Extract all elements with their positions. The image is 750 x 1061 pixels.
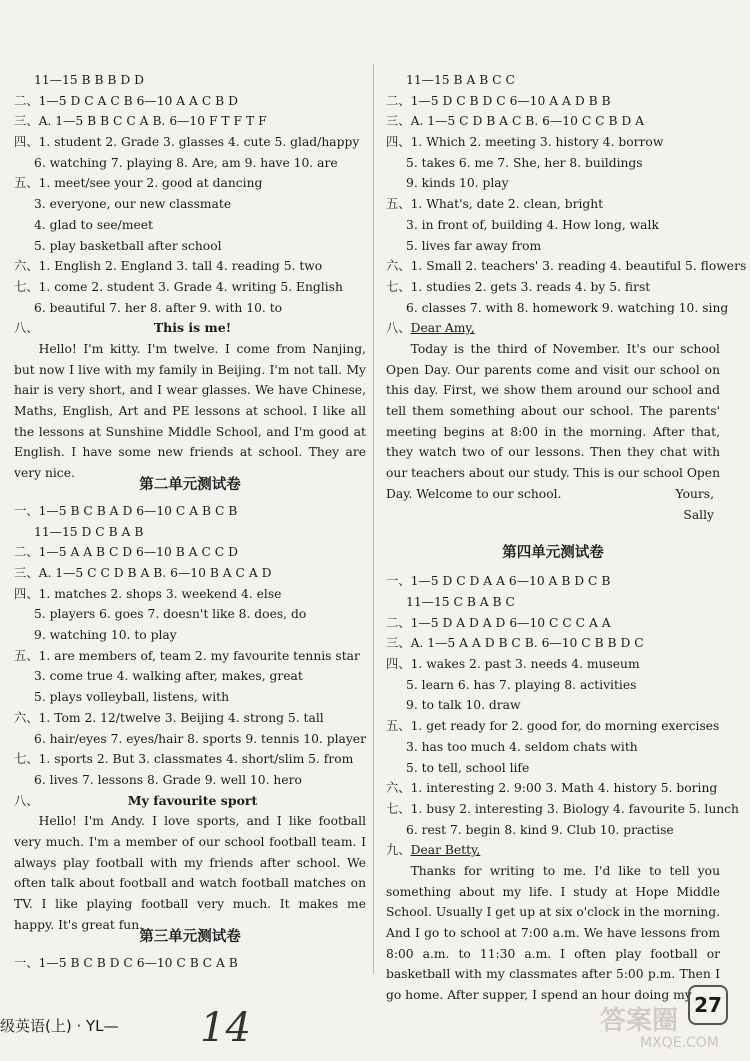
answer-line: 三、A. 1—5 C D B A C B. 6—10 C C B D A — [386, 114, 645, 129]
answer-line: 二、1—5 D A D A D 6—10 C C C A A — [386, 615, 611, 630]
letter1-closing: Yours, — [675, 486, 714, 501]
left-column — [14, 70, 366, 974]
unit2-title: 第二单元测试卷 — [139, 476, 241, 493]
answer-line: 七、1. busy 2. interesting 3. Biology 4. favourite 5. lunch — [386, 801, 739, 816]
answer-line: 11—15 B A B C C — [406, 73, 515, 87]
answer-line: 六、1. Small 2. teachers' 3. reading 4. beautiful 5. flowers — [386, 259, 747, 274]
letter2-text: Thanks for writing to me. I'd like to tell you something about my life. I study at Hope Middle School. Usually I get up at six o'clock in the morning. And I go to school at 7:00 a.m. We have lessons from 8:00 a.m. to 11:30 a.m. I often play football or basketball with my classmates after 5:00 p.m. Then I go home. After supper, I spend an hour doing my — [386, 863, 720, 1003]
watermark-url: MXQE.COM — [640, 1035, 719, 1051]
answer-line: 11—15 B B B D D — [34, 73, 144, 87]
answer-line: 四、1. Which 2. meeting 3. history 4. borrow — [386, 135, 664, 150]
answer-line: 5. play basketball after school — [34, 238, 222, 253]
page-number: 27 — [688, 985, 728, 1025]
answer-line: 六、1. interesting 2. 9:00 3. Math 4. history 5. boring — [386, 781, 718, 796]
book-footer-label: 级英语(上) · YL— — [0, 1017, 119, 1035]
letter2-greeting: Dear Betty, — [410, 843, 481, 858]
answer-line: 3. everyone, our new classmate — [34, 197, 232, 212]
answer-line: 二、1—5 D C B D C 6—10 A A D B B — [386, 93, 611, 108]
answer-line: 5. players 6. goes 7. doesn't like 8. does, do — [34, 607, 307, 622]
answer-line: 一、1—5 B C B A D 6—10 C A B C B — [14, 503, 238, 518]
essay2-title: My favourite sport — [127, 792, 258, 808]
answer-line: 七、1. come 2. student 3. Grade 4. writing 5. English — [14, 279, 343, 294]
essay1-title: This is me! — [153, 320, 232, 336]
essay1-heading — [14, 318, 366, 339]
answer-line: 3. has too much 4. seldom chats with — [406, 739, 638, 754]
letter2-heading — [386, 840, 720, 861]
answer-line: 5. takes 6. me 7. She, her 8. buildings — [406, 155, 643, 170]
answer-line: 6. hair/eyes 7. eyes/hair 8. sports 9. tennis 10. player — [34, 731, 366, 746]
answer-line: 二、1—5 A A B C D 6—10 B A C C D — [14, 545, 238, 560]
answer-line: 三、A. 1—5 C C D B A B. 6—10 B A C A D — [14, 566, 272, 580]
answer-line: 六、1. Tom 2. 12/twelve 3. Beijing 4. strong 5. tall — [14, 710, 324, 725]
answer-line: 6. rest 7. begin 8. kind 9. Club 10. practise — [406, 822, 674, 837]
answer-line: 4. glad to see/meet — [34, 217, 153, 232]
answer-line: 五、1. What's, date 2. clean, bright — [386, 197, 604, 212]
left-answer-block-2 — [14, 501, 366, 791]
answer-line: 三、A. 1—5 A A D B C B. 6—10 C B B D C — [386, 636, 644, 651]
essay2-label: 八、 — [14, 793, 39, 808]
unit4-title: 第四单元测试卷 — [502, 545, 604, 562]
right-column — [386, 70, 747, 1003]
answer-line: 9. watching 10. to play — [34, 628, 177, 643]
right-answer-block-1 — [386, 70, 747, 318]
answer-line: 9. to talk 10. draw — [406, 698, 521, 713]
answer-line: 五、1. get ready for 2. good for, do morning exercises — [386, 719, 720, 734]
answer-line: 5. lives far away from — [406, 238, 542, 253]
letter1-label: 八、 — [386, 321, 411, 336]
answer-line: 5. learn 6. has 7. playing 8. activities — [406, 677, 637, 692]
answer-line: 四、1. student 2. Grade 3. glasses 4. cute 5. glad/happy — [14, 135, 360, 150]
answer-line: 5. plays volleyball, listens, with — [34, 690, 230, 705]
watermark-logo: 答案圈 — [600, 1006, 679, 1036]
unit3-line: 一、1—5 B C B D C 6—10 C B C A B — [14, 956, 238, 971]
answer-line: 五、1. meet/see your 2. good at dancing — [14, 176, 263, 191]
essay1-label: 八、 — [14, 321, 39, 336]
answer-line: 11—15 D C B A B — [34, 524, 144, 539]
essay2-heading — [14, 791, 366, 812]
answer-line: 四、1. wakes 2. past 3. needs 4. museum — [386, 657, 640, 672]
answer-line: 三、A. 1—5 B B C C A B. 6—10 F T F T F — [14, 114, 267, 129]
answer-line: 一、1—5 D C D A A 6—10 A B D C B — [386, 574, 611, 589]
answer-line: 3. come true 4. walking after, makes, great — [34, 669, 303, 684]
right-answer-block-2 — [386, 571, 739, 840]
answer-line: 5. to tell, school life — [406, 760, 530, 775]
answer-line: 6. watching 7. playing 8. Are, am 9. have 10. are — [34, 155, 338, 170]
answer-line: 6. beautiful 7. her 8. after 9. with 10. to — [34, 300, 283, 315]
column-divider — [373, 64, 374, 974]
essay1-text: Hello! I'm kitty. I'm twelve. I come from Nanjing, but now I live with my family in Beijing. I'm not tall. My hair is very short, and I wear glasses. We have Chinese, Maths, English, Art and PE lessons at school. I like all the lessons at Sunshine Middle School, and I'm good at English. I have some new friends at school. They are very nice. — [14, 341, 366, 481]
essay2-text: Hello! I'm Andy. I love sports, and I like football very much. I'm a member of our school football team. I always play football with my friends after school. We often talk about football and watch football matches on TV. I like playing football very much. It makes me happy. It's great fun. — [14, 814, 366, 932]
left-answer-block-1 — [14, 70, 366, 318]
answer-line: 五、1. are members of, team 2. my favourite tennis star — [14, 648, 360, 663]
handwritten-number: 14 — [200, 1005, 251, 1051]
answer-line: 9. kinds 10. play — [406, 176, 509, 191]
answer-line: 四、1. matches 2. shops 3. weekend 4. else — [14, 586, 282, 601]
answer-line: 6. lives 7. lessons 8. Grade 9. well 10. hero — [34, 772, 302, 787]
answer-line: 11—15 C B A B C — [406, 595, 515, 609]
letter1-greeting: Dear Amy, — [410, 321, 475, 336]
answer-line: 七、1. studies 2. gets 3. reads 4. by 5. first — [386, 279, 651, 294]
letter1-heading — [386, 318, 720, 339]
letter2-label: 九、 — [386, 843, 411, 858]
answer-line: 二、1—5 D C A C B 6—10 A A C B D — [14, 93, 238, 108]
letter1-signature: Sally — [683, 507, 714, 522]
answer-line: 3. in front of, building 4. How long, walk — [406, 217, 659, 232]
answer-line: 六、1. English 2. England 3. tall 4. reading 5. two — [14, 259, 323, 274]
answer-line: 6. classes 7. with 8. homework 9. watching 10. sing — [406, 300, 729, 315]
answer-line: 七、1. sports 2. But 3. classmates 4. short/slim 5. from — [14, 752, 354, 767]
letter1-text: Today is the third of November. It's our school Open Day. Our parents come and visit our school on this day. First, we show them around our school and tell them something about our school. The parents' meeting begins at 8:00 in the morning. After that, they watch two of our lessons. Then they chat with our teachers about our study. This is our school Open Day. Welcome to our school. — [386, 341, 720, 501]
unit3-title: 第三单元测试卷 — [139, 929, 241, 946]
